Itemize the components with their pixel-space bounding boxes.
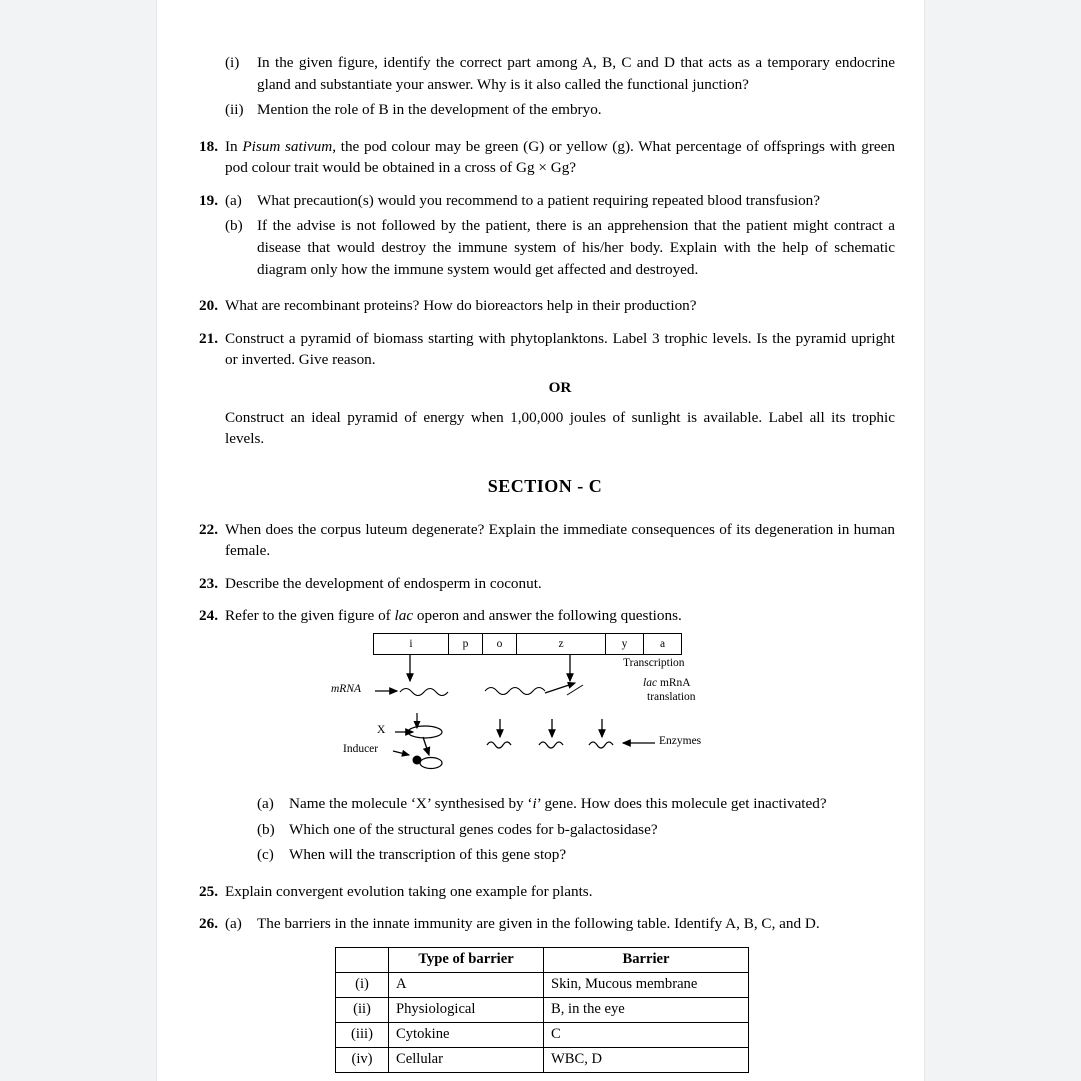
- sub-label-i: (i): [225, 54, 240, 71]
- sub-item-b: [225, 215, 895, 280]
- q24-sub-b: [257, 819, 895, 841]
- gene-box-o: o: [483, 634, 517, 654]
- q24-sub-text-a: Name the molecule ‘X’ synthesised by ‘i’ gene. How does this molecule get inactivated?: [289, 794, 827, 812]
- question-23-text: Describe the development of endosperm in coconut.: [225, 574, 542, 592]
- sub-label-ii: (ii): [225, 101, 244, 119]
- cell-type: Cellular: [389, 1047, 544, 1072]
- gene-box-z: z: [517, 634, 606, 654]
- q26-sub-a: [225, 913, 895, 935]
- barrier-table-wrapper: [335, 947, 895, 1073]
- gene-box-p: p: [449, 634, 483, 654]
- table-header-row: [336, 947, 749, 972]
- question-19: [195, 190, 895, 284]
- cell-barrier: WBC, D: [544, 1047, 749, 1072]
- q24-text-post: operon and answer the following questions.: [413, 607, 682, 625]
- figure-label-lac-mrna: lac mRnA: [643, 676, 691, 689]
- figure-label-mrna: mRNA: [331, 682, 362, 695]
- q24-sub-text-c: When will the transcription of this gene stop?: [289, 846, 567, 864]
- or-divider: OR: [548, 378, 572, 396]
- cell-type: Physiological: [389, 997, 544, 1022]
- question-18-text: [225, 136, 895, 179]
- question-22-text: When does the corpus luteum degenerate? Explain the immediate consequences of its degeneration in human female.: [225, 520, 895, 560]
- question-26: [195, 913, 895, 939]
- question-20: [195, 295, 895, 317]
- sub-text-b: If the advise is not followed by the patient, there is an apprehension that the patient might contract a disease that would destroy the immune system of his/her body. Explain with the help of schematic diagram only how the immune system would get affected and destroyed.: [257, 217, 895, 278]
- question-25: [195, 881, 895, 903]
- table-row: [336, 1022, 749, 1047]
- document-page: [157, 0, 924, 1081]
- question-25-number: 25.: [199, 882, 218, 900]
- table-header-barrier: Barrier: [544, 947, 749, 972]
- question-21: [195, 328, 895, 450]
- question-24-number: 24.: [199, 607, 218, 625]
- question-24-subparts: [195, 793, 895, 870]
- table-row: [336, 972, 749, 997]
- q26-sub-label-a: (a): [225, 915, 242, 933]
- section-heading-c: SECTION - C: [487, 475, 603, 496]
- question-23-number: 23.: [199, 574, 218, 592]
- barrier-table: [335, 947, 749, 1073]
- question-19-number: 19.: [199, 191, 218, 209]
- question-18-number: 18.: [199, 137, 218, 155]
- question-21-number: 21.: [199, 329, 218, 347]
- lac-operon-figure: [195, 633, 895, 783]
- q24-sub-text-b: Which one of the structural genes codes for b-galactosidase?: [289, 820, 658, 838]
- q24-sub-c: [257, 844, 895, 866]
- question-20-number: 20.: [199, 297, 218, 315]
- table-row: [336, 1047, 749, 1072]
- question-22: [195, 519, 895, 562]
- table-header-rownum: [336, 947, 389, 972]
- q26-sub-text-a: The barriers in the innate immunity are given in the following table. Identify A, B, C, and D.: [257, 915, 820, 933]
- sub-label-b: (b): [225, 217, 243, 235]
- cell-type: Cytokine: [389, 1022, 544, 1047]
- question-24: [195, 605, 895, 627]
- cell-rownum: (i): [336, 972, 389, 997]
- q18-text-pre: In: [225, 137, 243, 155]
- figure-label-translation: translation: [647, 690, 696, 703]
- q18-text-italic: Pisum sativum: [242, 137, 333, 155]
- sub-text-a: What precaution(s) would you recommend to a patient requiring repeated blood transfusion?: [257, 191, 821, 209]
- figure-label-transcription: Transcription: [623, 656, 685, 669]
- gene-box-i: i: [374, 634, 449, 654]
- q24-sub-label-b: (b): [257, 820, 275, 838]
- sub-item-i: [225, 52, 895, 95]
- cell-barrier: B, in the eye: [544, 997, 749, 1022]
- cell-rownum: (ii): [336, 997, 389, 1022]
- table-header-type: Type of barrier: [389, 947, 544, 972]
- figure-label-x: X: [377, 723, 386, 736]
- q24-text-italic: lac: [394, 607, 414, 625]
- question-23: [195, 573, 895, 595]
- question-21-text: Construct a pyramid of biomass starting with phytoplanktons. Label 3 trophic levels. Is the pyramid upright or inverted. Give reason.: [225, 329, 895, 369]
- cell-type: A: [389, 972, 544, 997]
- cell-rownum: (iv): [336, 1047, 389, 1072]
- question-22-number: 22.: [199, 520, 218, 538]
- document-content: [195, 52, 895, 1073]
- q24-sub-a: [257, 793, 895, 815]
- figure-label-inducer: Inducer: [343, 742, 379, 755]
- q18-text-post: , the pod colour may be green (G) or yellow (g). What percentage of offsprings with green pod colour trait would be obtained in a cross of Gg × Gg?: [225, 137, 895, 177]
- question-21-or-text: Construct an ideal pyramid of energy when 1,00,000 joules of sunlight is available. Label all its trophic levels.: [225, 408, 895, 448]
- table-row: [336, 997, 749, 1022]
- sub-label-a: (a): [225, 191, 242, 209]
- question-24-text: [225, 605, 895, 627]
- sub-item-ii: [225, 99, 895, 121]
- q24-text-pre: Refer to the given figure of: [225, 607, 395, 625]
- question-18: [195, 136, 895, 179]
- q24-sub-label-a: (a): [257, 794, 274, 812]
- sub-item-a: [225, 190, 895, 212]
- question-20-text: What are recombinant proteins? How do bioreactors help in their production?: [225, 297, 697, 315]
- sub-text-ii: Mention the role of B in the development of the embryo.: [257, 101, 602, 119]
- sub-text-i: In the given figure, identify the correct part among A, B, C and D that acts as a temporary endocrine gland and substantiate your answer. Why is it also called the functional junction?: [257, 54, 895, 93]
- question-17-sub-i: [195, 52, 895, 125]
- gene-box-a: a: [659, 637, 666, 650]
- gene-box-y: y: [606, 634, 644, 654]
- question-26-number: 26.: [199, 915, 218, 933]
- q24-sub-label-c: (c): [257, 846, 274, 864]
- cell-barrier: Skin, Mucous membrane: [544, 972, 749, 997]
- lac-operon-diagram-svg: [195, 633, 895, 783]
- figure-label-enzymes: Enzymes: [659, 734, 702, 747]
- cell-barrier: C: [544, 1022, 749, 1047]
- question-25-text: Explain convergent evolution taking one example for plants.: [225, 882, 593, 900]
- cell-rownum: (iii): [336, 1022, 389, 1047]
